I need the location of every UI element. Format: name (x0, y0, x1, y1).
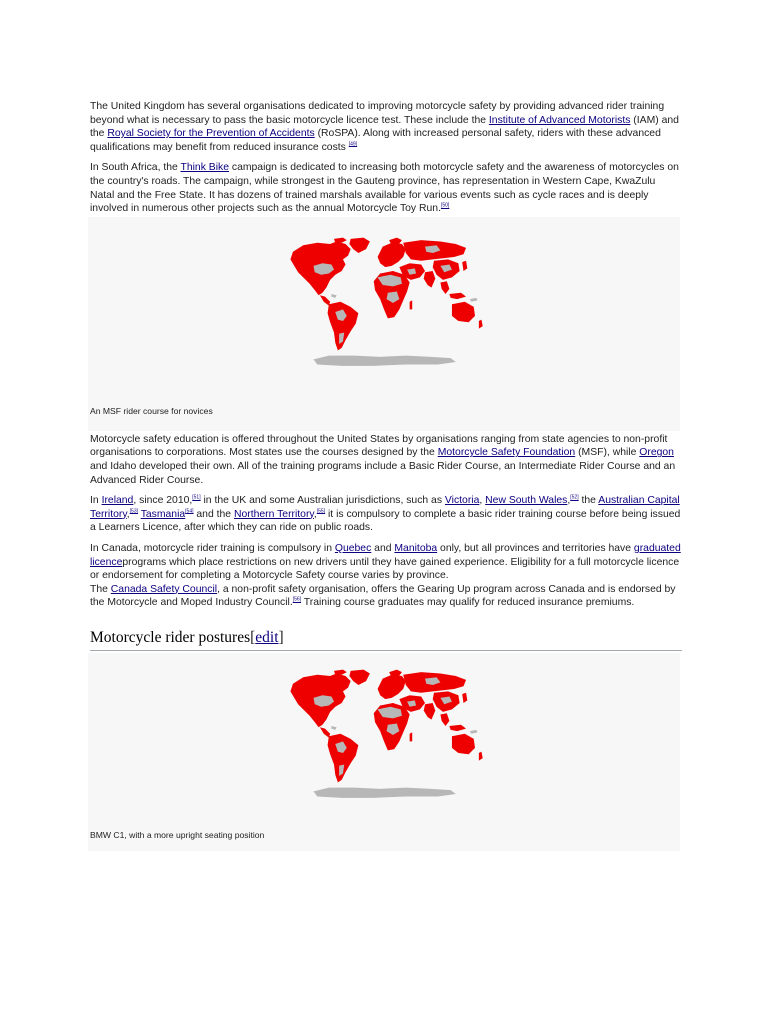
link-institute-of-advanced-motorists[interactable]: Institute of Advanced Motorists (488, 114, 631, 126)
world-map-svg (284, 219, 484, 387)
link-canada-safety-council[interactable]: Canada Safety Council (110, 583, 218, 595)
paragraph-canada (90, 542, 682, 610)
paragraph-united-states (90, 433, 682, 487)
text-run: Training course graduates may qualify for reduced insurance premiums. (301, 597, 635, 609)
world-map-image[interactable] (284, 219, 484, 392)
reference-link[interactable]: [50] (440, 202, 450, 209)
text-run: In South Africa, the (90, 162, 181, 174)
text-run: The (90, 583, 111, 595)
link-manitoba[interactable]: Manitoba (394, 542, 438, 554)
link-graduated-licence[interactable]: graduated licence (90, 542, 681, 568)
figure-bmw-c1 (88, 653, 680, 851)
world-map-image[interactable] (284, 659, 484, 816)
link-australian-capital-territory[interactable]: Australian Capital Territory (90, 495, 680, 520)
text-run: and Idaho developed their own. All of the training programs include a Basic Rider Course, an Intermediate Rider Course and an Advanced Rider Course. (90, 460, 676, 486)
text-run: only, but all provinces and territories have (437, 542, 634, 554)
edit-bracket-open: [ (250, 628, 256, 646)
world-map-svg (284, 659, 484, 811)
reference-link[interactable]: [53] (129, 508, 138, 515)
text-run: programs which place restrictions on new drivers until they have gained experience. Eligibility for a full motorcycle licence or endorsement for completing a Motorcycle Safety course varies by province. (90, 556, 680, 582)
paragraph-south-africa (90, 161, 682, 215)
text-run: In (90, 495, 102, 507)
text-run: In Canada, motorcycle rider training is compulsory in (90, 542, 335, 554)
edit-section-link[interactable]: edit (255, 628, 279, 646)
text-run: , since 2010, (133, 495, 193, 507)
figure-caption: BMW C1, with a more upright seating position (90, 830, 265, 841)
paragraph-uk (90, 100, 682, 154)
reference-link[interactable]: [55] (316, 508, 326, 515)
link-oregon[interactable]: Oregon (639, 447, 674, 459)
link-think-bike[interactable]: Think Bike (180, 162, 230, 174)
text-run: campaign is dedicated to increasing both motorcycle safety and the awareness of motorcycles on the country's roads. The campaign, while strongest in the Gauteng province, has representation in Western Cape, KwaZulu Natal and the Free State. It has dozens of trained marshals available for various events such as cycle races and is deeply involved in numerous other projects such as the annual Motorcycle Toy Run. (90, 162, 679, 215)
text-run: and the (193, 508, 234, 520)
text-run: , a non-profit safety organisation, offers the Gearing Up program across Canada and is endorsed by the Motorcycle and Moped Industry Council. (90, 583, 676, 609)
text-run: , (567, 495, 571, 507)
figure-caption: An MSF rider course for novices (90, 406, 213, 417)
link-new-south-wales[interactable]: New South Wales (485, 495, 568, 507)
text-run: , (313, 508, 317, 520)
link-rospa[interactable]: Royal Society for the Prevention of Accidents (107, 128, 315, 140)
text-run: Motorcycle safety education is offered throughout the United States by organisations ranging from state agencies to non-profit organisations to corporations. Most states use the courses designed by the (90, 433, 668, 459)
paragraph-ireland-australia (90, 494, 682, 535)
link-motorcycle-safety-foundation[interactable]: Motorcycle Safety Foundation (437, 447, 576, 459)
text-run: and (371, 542, 395, 554)
link-quebec[interactable]: Quebec (334, 542, 372, 554)
text-run: the (578, 495, 599, 507)
reference-link[interactable]: [51] (192, 494, 201, 501)
text-run: in the UK and some Australian jurisdictions, such as (200, 495, 445, 507)
text-run: , (126, 508, 130, 520)
link-ireland[interactable]: Ireland (101, 495, 134, 507)
text-run: (MSF), while (575, 447, 640, 459)
edit-bracket-close: ] (278, 628, 284, 646)
text-run: The United Kingdom has several organisations dedicated to improving motorcycle safety by providing advanced rider training beyond what is necessary to pass the basic motorcycle licence test. These include the (90, 101, 665, 126)
figure-msf-rider-course (88, 217, 680, 431)
text-run: , (479, 495, 486, 507)
section-heading-rider-postures (90, 628, 682, 651)
text-run: (IAM) and the (90, 114, 679, 140)
heading-title: Motorcycle rider postures (90, 628, 251, 646)
link-tasmania[interactable]: Tasmania (140, 508, 186, 520)
reference-link[interactable]: [54] (185, 508, 194, 515)
link-northern-territory[interactable]: Northern Territory (233, 508, 314, 520)
text-run: (RoSPA). Along with increased personal safety, riders with these advanced qualifications may benefit from reduced insurance costs (90, 128, 661, 153)
article-body (90, 100, 682, 851)
reference-link[interactable]: [49] (348, 141, 358, 148)
reference-link[interactable]: [56] (292, 596, 302, 603)
reference-link[interactable]: [52] (570, 494, 579, 501)
text-run: it is compulsory to complete a basic rider training course before being issued a Learners Licence, after which they can ride on public roads. (90, 508, 681, 534)
link-victoria[interactable]: Victoria (444, 495, 480, 507)
